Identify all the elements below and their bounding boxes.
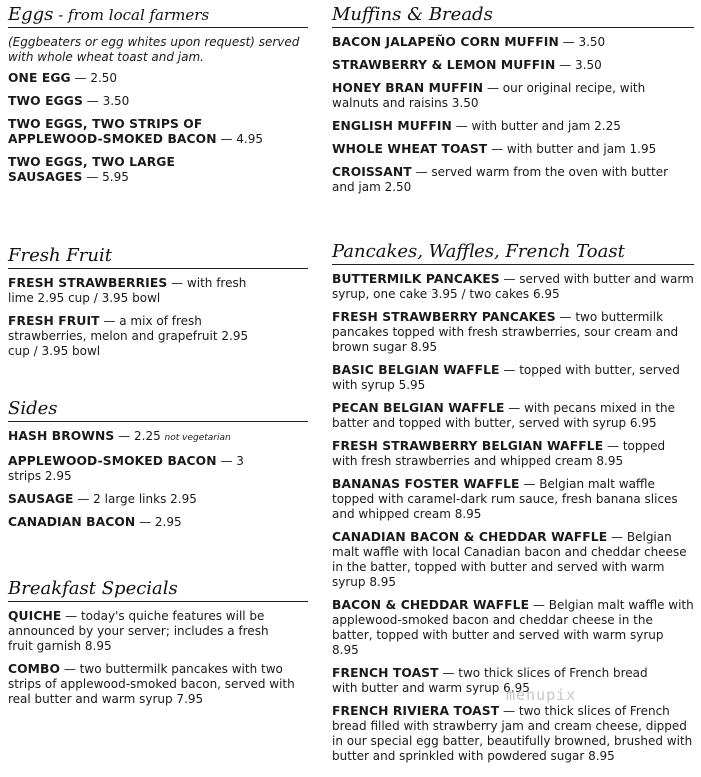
menu-item: FRESH STRAWBERRY PANCAKES — two buttermilk pancakes topped with fresh strawberries, sour cream and brown sugar 8.95 [332, 310, 679, 354]
eggs-section [8, 4, 308, 193]
menu-item: FRESH FRUIT — a mix of fresh strawberries, melon and grapefruit 2.95 cup / 3.95 bowl [8, 314, 249, 358]
menu-item: TWO EGGS, TWO LARGE SAUSAGES — 5.95 [8, 155, 175, 184]
eggs-heading [8, 4, 308, 28]
menu-item: CANADIAN BACON — 2.95 [8, 515, 182, 529]
muffins-breads-section [332, 4, 694, 203]
menu-item: FRENCH TOAST — two thick slices of French bread with butter and warm syrup 6.95 [332, 666, 648, 695]
fresh-fruit-heading: Fresh Fruit [8, 245, 308, 269]
breakfast-specials-section [8, 578, 308, 715]
menu-item: HASH BROWNS — 2.25 not vegetarian [8, 429, 231, 443]
menu-item: FRENCH RIVIERA TOAST — two thick slices of French bread filled with strawberry jam and cream cheese, dipped in our special egg batter, beautifully browned, brushed with butter and sprinkled with powdered sugar 8.95 [332, 704, 693, 763]
fresh-fruit-section [8, 245, 308, 367]
muffins-breads-heading: Muffins & Breads [332, 4, 694, 28]
breakfast-specials-heading: Breakfast Specials [8, 578, 308, 602]
eggs-subtitle: - from local farmers [53, 6, 210, 24]
menu-item: CANADIAN BACON & CHEDDAR WAFFLE — Belgian malt waffle with local Canadian bacon and cheddar cheese in the batter, topped with butter and served with warm syrup 8.95 [332, 530, 687, 589]
menu-item: FRESH STRAWBERRY BELGIAN WAFFLE — topped with fresh strawberries and whipped cream 8.95 [332, 439, 666, 468]
menu-item: HONEY BRAN MUFFIN — our original recipe, with walnuts and raisins 3.50 [332, 81, 646, 110]
menu-item: TWO EGGS — 3.50 [8, 94, 130, 108]
sides-heading: Sides [8, 398, 308, 422]
pancakes-waffles-heading: Pancakes, Waffles, French Toast [332, 241, 694, 265]
not-vegetarian-note: not vegetarian [164, 433, 231, 443]
eggs-title: Eggs [8, 4, 54, 25]
menu-item: ENGLISH MUFFIN — with butter and jam 2.25 [332, 119, 621, 133]
eggs-note: (Eggbeaters or egg whites upon request) served with whole wheat toast and jam. [8, 35, 300, 64]
menupix-watermark: menupix [506, 686, 577, 704]
menu-item: BACON & CHEDDAR WAFFLE — Belgian malt waffle with applewood-smoked bacon and cheddar cheese in the batter, topped with butter and served with warm syrup 8.95 [332, 598, 694, 657]
menu-item: COMBO — two buttermilk pancakes with two strips of applewood-smoked bacon, served with real butter and warm syrup 7.95 [8, 662, 295, 706]
menu-item: BANANAS FOSTER WAFFLE — Belgian malt waffle topped with caramel-dark rum sauce, fresh banana slices and whipped cream 8.95 [332, 477, 678, 521]
menu-item: BASIC BELGIAN WAFFLE — topped with butter, served with syrup 5.95 [332, 363, 680, 392]
menu-item: BUTTERMILK PANCAKES — served with butter and warm syrup, one cake 3.95 / two cakes 6.95 [332, 272, 694, 301]
menu-item: CROISSANT — served warm from the oven with butter and jam 2.50 [332, 165, 669, 194]
sides-section [8, 398, 308, 538]
menu-item: STRAWBERRY & LEMON MUFFIN — 3.50 [332, 58, 602, 72]
menu-item: FRESH STRAWBERRIES — with fresh lime 2.95 cup / 3.95 bowl [8, 276, 247, 305]
menu-item: SAUSAGE — 2 large links 2.95 [8, 492, 197, 506]
menu-item: ONE EGG — 2.50 [8, 71, 118, 85]
menu-item: BACON JALAPEÑO CORN MUFFIN — 3.50 [332, 35, 606, 49]
menu-item: APPLEWOOD-SMOKED BACON — 3 strips 2.95 [8, 454, 244, 483]
menu-item: TWO EGGS, TWO STRIPS OF APPLEWOOD-SMOKED BACON — 4.95 [8, 117, 263, 146]
menu-item: WHOLE WHEAT TOAST — with butter and jam 1.95 [332, 142, 657, 156]
menu-item: PECAN BELGIAN WAFFLE — with pecans mixed in the batter and topped with butter, served with syrup 6.95 [332, 401, 676, 430]
menu-item: QUICHE — today's quiche features will be announced by your server; includes a fresh fruit garnish 8.95 [8, 609, 269, 653]
